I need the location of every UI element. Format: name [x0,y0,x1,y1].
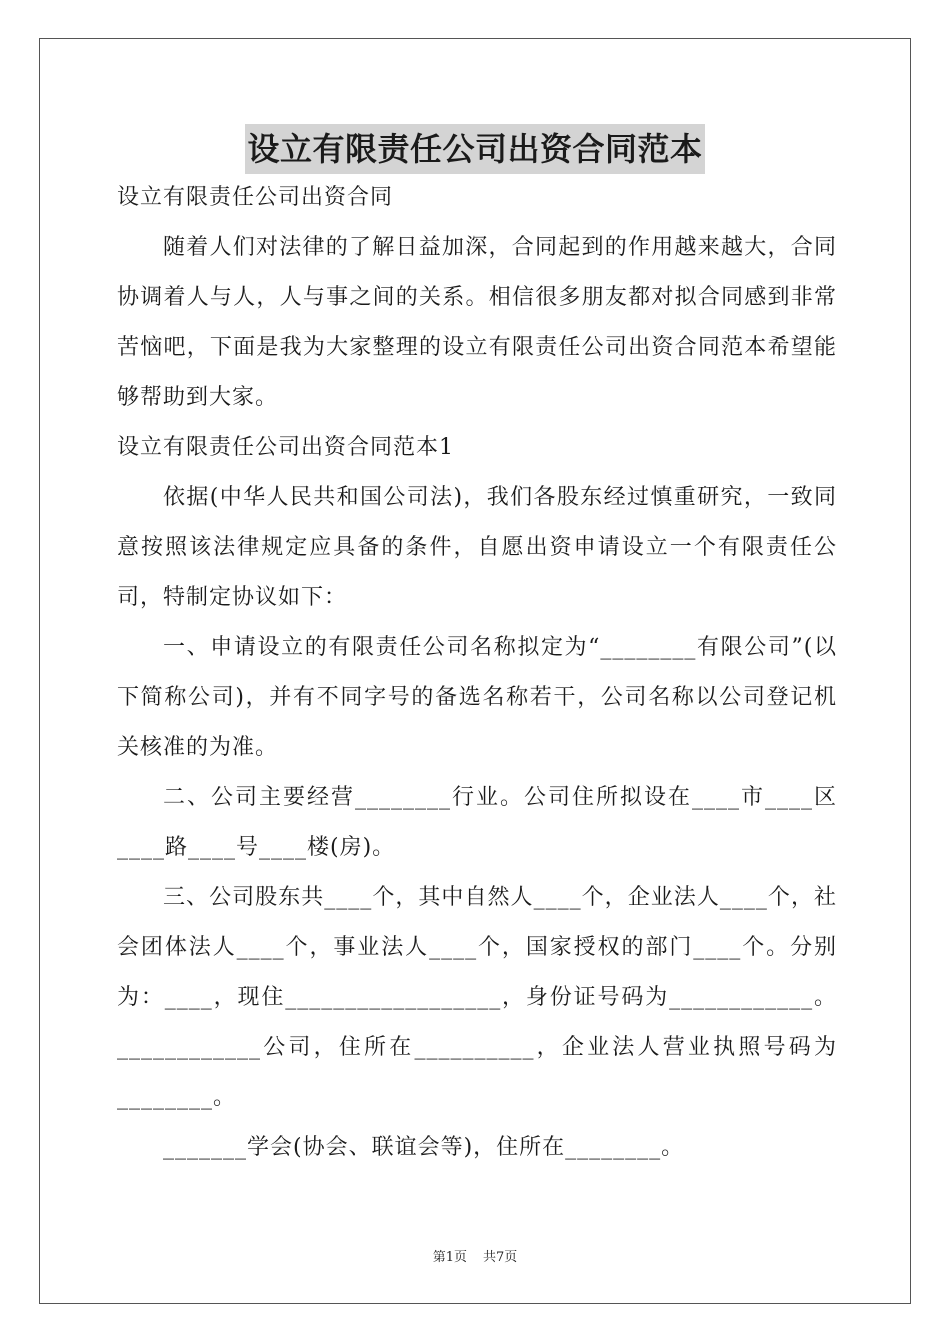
page-number: 第1页 [432,1250,467,1265]
paragraph-subtitle: 设立有限责任公司出资合同 [117,185,394,210]
document-title: 设立有限责任公司出资合同范本 [245,124,704,174]
paragraph-clause-3: 三、公司股东共____个，其中自然人____个，企业法人____个，社会团体法人____个，事业法人____个，国家授权的部门____个。分别为：____，现住__________________，身份证号码为____________。____________公司，住所在__________，企业法人营业执照号码为________。 [117,885,837,1110]
paragraph-clause-1: 一、申请设立的有限责任公司名称拟定为“________有限公司”(以下简称公司)，并有不同字号的备选名称若干，公司名称以公司登记机关核准的为准。 [117,635,837,760]
paragraph-clause-2: 二、公司主要经营________行业。公司住所拟设在____市____区____路____号____楼(房)。 [117,785,837,860]
paragraph-intro: 随着人们对法律的了解日益加深，合同起到的作用越来越大，合同协调着人与人，人与事之间的关系。相信很多朋友都对拟合同感到非常苦恼吧，下面是我为大家整理的设立有限责任公司出资合同范本希望能够帮助到大家。 [117,235,837,410]
paragraph-section-heading: 设立有限责任公司出资合同范本1 [117,435,454,460]
document-body [117,173,837,1173]
title-wrap [0,124,950,174]
page-footer [0,1246,950,1265]
page-total: 共7页 [483,1250,518,1265]
paragraph-basis: 依据(中华人民共和国公司法)，我们各股东经过慎重研究，一致同意按照该法律规定应具备的条件，自愿出资申请设立一个有限责任公司，特制定协议如下： [117,485,837,610]
paragraph-association: _______学会(协会、联谊会等)，住所在________。 [163,1135,685,1160]
